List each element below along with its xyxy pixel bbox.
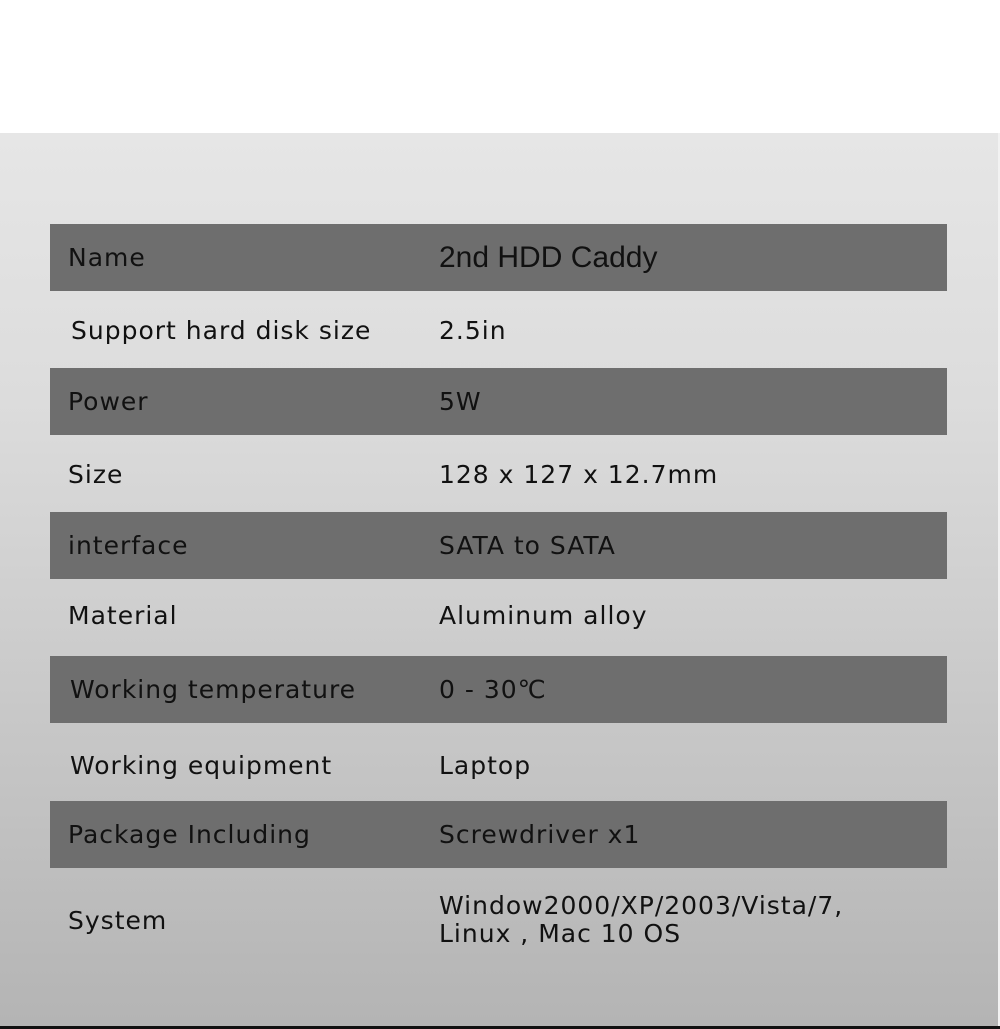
spec-label: Working equipment [70,751,333,780]
spec-row-disk-size [50,297,947,364]
spec-value: 128 x 127 x 12.7mm [439,459,719,489]
spec-value: SATA to SATA [439,530,616,560]
spec-label: System [68,905,168,935]
spec-row-power [50,368,947,435]
spec-value: 5W [439,386,482,416]
spec-label: Material [68,601,178,630]
spec-value-line: Window2000/XP/2003/Vista/7, [439,891,844,920]
spec-label: Working temperature [70,675,357,704]
spec-row-system [50,885,947,955]
spec-label: interface [68,531,189,560]
spec-row-material [50,582,947,649]
spec-label: Power [68,387,149,416]
spec-value: Aluminum alloy [439,600,648,630]
spec-value [439,885,843,955]
spec-row-interface [50,512,947,579]
spec-value: 2nd HDD Caddy [439,240,658,274]
spec-row-working-equipment [50,732,947,799]
spec-row-size [50,441,947,508]
spec-value: Screwdriver x1 [439,819,641,849]
spec-label: Name [68,243,146,272]
spec-row-name [50,224,947,291]
spec-row-working-temperature [50,656,947,723]
top-blank-area [0,0,1000,133]
spec-label: Package Including [68,820,311,849]
spec-label: Support hard disk size [71,316,372,345]
spec-label: Size [68,460,124,489]
spec-value: 0 - 30℃ [439,674,547,704]
spec-row-package-including [50,801,947,868]
spec-value: Laptop [439,750,532,780]
spec-value: 2.5in [439,315,507,345]
spec-value-line: Linux , Mac 10 OS [439,919,682,948]
